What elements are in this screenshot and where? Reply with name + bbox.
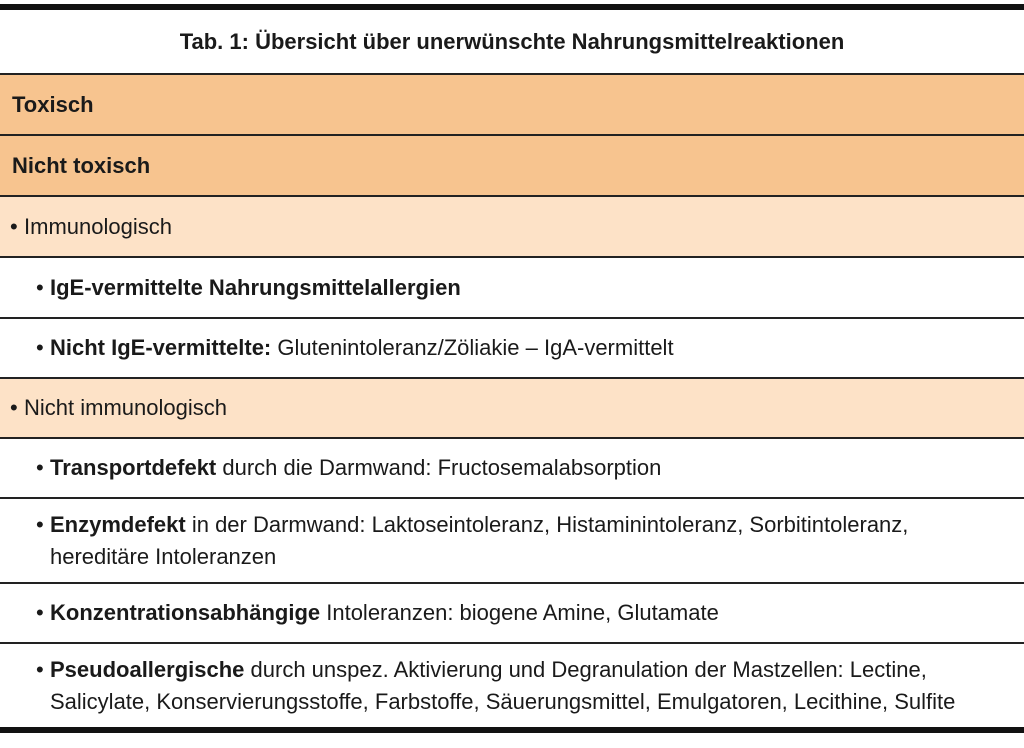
- row-pseudo-label: Pseudoallergische: [50, 656, 245, 682]
- row-nicht-toxisch: [0, 136, 1024, 197]
- row-enzym-content: [36, 509, 996, 573]
- row-immunologisch-label: Immunologisch: [24, 213, 172, 239]
- bullet: •: [36, 455, 44, 480]
- row-ige-label: IgE-vermittelte Nahrungsmittelallergien: [50, 274, 461, 300]
- row-nicht-immunologisch: [0, 379, 1024, 439]
- row-nicht-toxisch-label: Nicht toxisch: [12, 152, 151, 178]
- row-enzym-text: in der Darmwand: Laktoseintoleranz, Histaminintoleranz, Sorbitintoleranz,: [185, 511, 909, 537]
- row-transportdefekt: [0, 439, 1024, 499]
- row-pseudo-text: durch unspez. Aktivierung und Degranulation der Mastzellen: Lectine,: [244, 656, 927, 682]
- table-title: [0, 10, 1024, 75]
- row-enzym-label: Enzymdefekt: [50, 511, 186, 537]
- row-transport-text: durch die Darmwand: Fructosemalabsorption: [216, 455, 662, 480]
- row-nicht-ige-text: Glutenintoleranz/Zöliakie – IgA-vermittelt: [271, 335, 674, 360]
- row-enzym-text-2: hereditäre Intoleranzen: [50, 543, 277, 569]
- row-konz-text: Intoleranzen: biogene Amine, Glutamate: [320, 600, 719, 625]
- row-konzentrationsabhaengig: [0, 584, 1024, 644]
- row-transport-label: Transportdefekt: [50, 455, 217, 480]
- row-nicht-ige-vermittelt: [0, 319, 1024, 379]
- bullet: •: [36, 274, 44, 300]
- bullet: •: [36, 656, 44, 682]
- row-enzymdefekt: [0, 499, 1024, 584]
- row-nicht-ige-label: Nicht IgE-vermittelte:: [50, 335, 272, 360]
- bullet: •: [10, 213, 18, 239]
- row-ige-vermittelt: [0, 258, 1024, 319]
- bullet: •: [36, 600, 44, 625]
- row-pseudoallergisch: [0, 644, 1024, 727]
- bullet: •: [36, 511, 44, 537]
- row-immunologisch: [0, 197, 1024, 258]
- bullet: •: [10, 395, 18, 420]
- row-pseudo-text-2: Salicylate, Konservierungsstoffe, Farbstoffe, Säuerungsmittel, Emulgatoren, Lecithine, Sulfite: [50, 688, 956, 714]
- row-toxisch: [0, 75, 1024, 136]
- row-pseudo-content: [36, 654, 996, 718]
- bullet: •: [36, 335, 44, 360]
- row-konz-label: Konzentrationsabhängige: [50, 600, 321, 625]
- row-toxisch-label: Toxisch: [12, 91, 94, 117]
- table-title-text: Tab. 1: Übersicht über unerwünschte Nahrungsmittelreaktionen: [179, 28, 845, 54]
- row-nicht-immunologisch-label: Nicht immunologisch: [24, 395, 227, 420]
- bottom-rule: [0, 727, 1024, 733]
